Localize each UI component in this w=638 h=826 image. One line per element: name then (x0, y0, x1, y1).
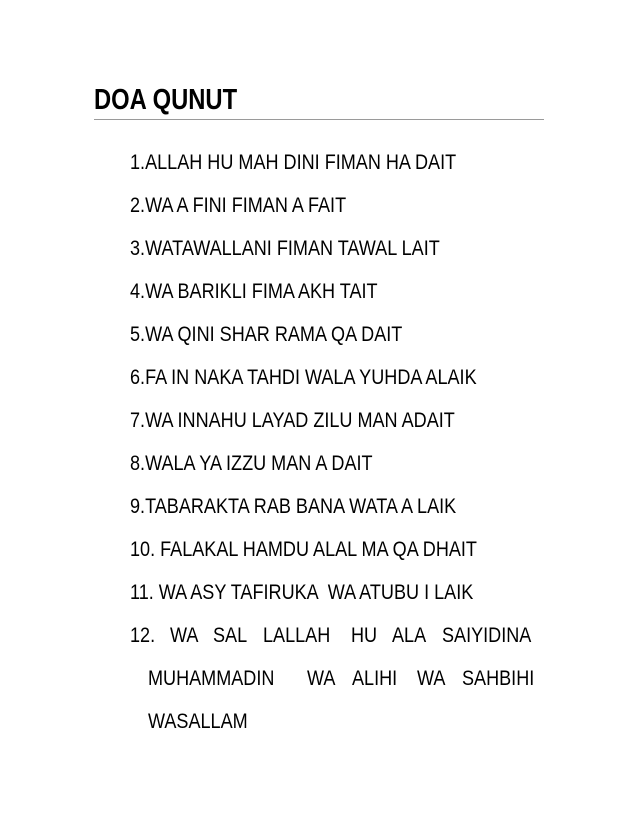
item-text: FA IN NAKA TAHDI WALA YUHDA ALAIK (145, 366, 477, 389)
item-text: WA INNAHU LAYAD ZILU MAN ADAIT (145, 409, 455, 432)
item-number: 12. (130, 624, 156, 647)
item-number: 4. (130, 280, 146, 303)
item-number: 11. (130, 581, 154, 604)
list-item (130, 184, 488, 227)
list-item (130, 571, 488, 614)
item-word: LALLAH (262, 624, 331, 647)
item-line-3 (130, 700, 546, 743)
item-text: WA ASY TAFIRUKA WA ATUBU I LAIK (153, 581, 474, 604)
item-word: SAIYIDINA (442, 624, 532, 647)
item-line-1 (130, 614, 546, 657)
list-item (130, 313, 488, 356)
item-text: TABARAKTA RAB BANA WATA A LAIK (145, 495, 457, 518)
item-number: 6. (130, 366, 146, 389)
item-line-2 (130, 657, 546, 700)
item-word: MUHAMMADIN (148, 667, 275, 690)
item-word: WA (307, 667, 336, 690)
item-text: WALA YA IZZU MAN A DAIT (145, 452, 373, 475)
item-text: ALLAH HU MAH DINI FIMAN HA DAIT (145, 151, 457, 174)
page-title: DOA QUNUT (94, 84, 238, 116)
item-word: ALIHI (352, 667, 398, 690)
item-text: WA A FINI FIMAN A FAIT (145, 194, 347, 217)
item-number: 1. (130, 151, 146, 174)
item-number: 8. (130, 452, 146, 475)
item-text: WA BARIKLI FIMA AKH TAIT (145, 280, 378, 303)
list-item (130, 485, 488, 528)
item-number: 3. (130, 237, 146, 260)
item-number: 5. (130, 323, 146, 346)
item-word: WA (416, 667, 446, 690)
prayer-list (130, 141, 546, 743)
item-word: WASALLAM (148, 710, 248, 733)
list-item (130, 399, 488, 442)
list-item (130, 614, 546, 743)
list-item (130, 270, 488, 313)
list-item (130, 356, 488, 399)
list-item (130, 528, 488, 571)
item-number: 7. (130, 409, 146, 432)
title-underline (94, 119, 544, 120)
item-number: 10. (130, 538, 156, 561)
item-text: FALAKAL HAMDU ALAL MA QA DHAIT (155, 538, 477, 561)
item-text: WATAWALLANI FIMAN TAWAL LAIT (145, 237, 440, 260)
item-word: HU (351, 624, 378, 647)
list-item (130, 227, 488, 270)
item-text: WA QINI SHAR RAMA QA DAIT (145, 323, 403, 346)
item-number: 2. (130, 194, 146, 217)
item-word: ALA (392, 624, 427, 647)
item-number: 9. (130, 495, 146, 518)
list-item (130, 442, 488, 485)
item-word: WA (169, 624, 198, 647)
item-word: SAHBIHI (461, 667, 535, 690)
list-item (130, 141, 488, 184)
item-word: SAL (212, 624, 248, 647)
